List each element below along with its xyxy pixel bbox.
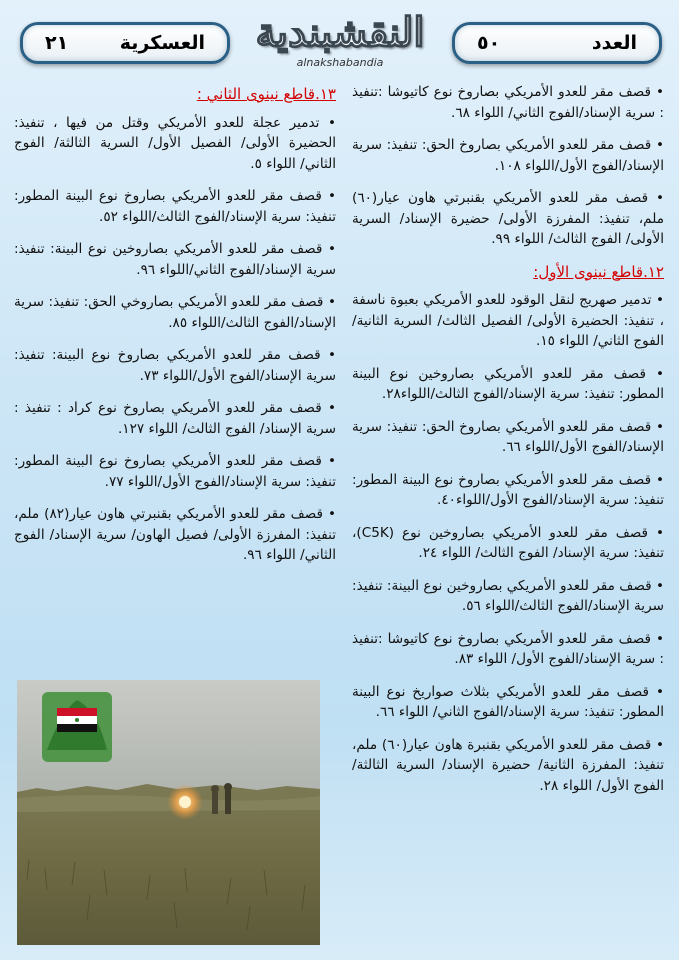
section-heading: ١٣.قاطع نينوى الثاني : — [196, 85, 336, 103]
list-item: • تدمير صهريج لنقل الوقود للعدو الأمريكي بعبوة ناسفة ، تنفيذ: الحضيرة الأولى/ الفصيل الثالث/ السرية الثانية/ الفوج الثاني/ اللواء ١٥. — [352, 290, 664, 352]
list-item: • قصف مقر للعدو الأمريكي بصاروخين نوع (C5K)، تنفيذ: سرية الإسناد/ الفوج الثالث/ اللواء ٢٤. — [352, 523, 664, 564]
right-column — [352, 82, 664, 808]
issue-banner — [452, 22, 662, 64]
list-item: • قصف مقر للعدو الأمريكي بصاروخين نوع البينة: تنفيذ: سرية الإسناد/الفوج الثالث/اللواء ٥٦. — [352, 576, 664, 617]
list-item: • قصف مقر للعدو الأمريكي بقنبرتي هاون عيار(٨٢) ملم، تنفيذ: المفرزة الأولى/ فصيل الهاون/ سرية الإسناد/ الفوج الثاني/ اللواء ٩٦. — [14, 504, 336, 566]
section-banner — [20, 22, 230, 64]
section-label: العسكرية — [119, 32, 205, 54]
list-item: • قصف مقر للعدو الأمريكي بصاروخ نوع البينة المطور: تنفيذ: سرية الإسناد/الفوج الأول/اللواء ٧٧. — [14, 451, 336, 492]
list-item: • قصف مقر للعدو الأمريكي بثلاث صواريخ نوع البينة المطور: تنفيذ: سرية الإسناد/الفوج الثاني/ اللواء ٦٦. — [352, 682, 664, 723]
list-item: • قصف مقر للعدو الأمريكي بصاروخين نوع البينة المطور: تنفيذ: سرية الإسناد/الفوج الثالث/اللواء٢٨. — [352, 364, 664, 405]
list-item: • قصف مقر للعدو الأمريكي بصاروخ نوع كاتيوشا :تنفيذ : سرية الإسناد/الفوج الثاني/ اللواء ٦٨. — [352, 82, 664, 123]
page-header — [0, 0, 679, 80]
issue-number: ٥٠ — [477, 32, 501, 54]
field-photo — [17, 680, 320, 945]
list-item: • قصف مقر للعدو الأمريكي بقنبرة هاون عيار(٦٠) ملم، تنفيذ: المفرزة الثانية/ حضيرة الإسناد/ السرية الثالثة/ الفوج الأول/ اللواء ٢٨. — [352, 735, 664, 797]
list-item: • قصف مقر للعدو الأمريكي بصاروخي الحق: تنفيذ: سرية الإسناد/الفوج الثالث/اللواء ٨٥. — [14, 292, 336, 333]
list-item: • قصف مقر للعدو الأمريكي بصاروخ نوع كراد : تنفيذ : سرية الإسناد/ الفوج الثالث/ اللواء ١٢٧. — [14, 398, 336, 439]
list-item: • قصف مقر للعدو الأمريكي بصاروخ نوع كاتيوشا :تنفيذ : سرية الإسناد/الفوج الأول/ اللواء ٨٣. — [352, 629, 664, 670]
section-heading: ١٢.قاطع نينوى الأول: — [533, 262, 664, 281]
logo-subtitle: alnakshabandia — [296, 56, 384, 69]
list-item: • قصف مقر للعدو الأمريكي بصاروخ نوع البينة: تنفيذ: سرية الإسناد/الفوج الأول/اللواء ٧٣. — [14, 345, 336, 386]
logo-title: النقشبندية — [255, 9, 425, 56]
magazine-logo — [240, 6, 440, 74]
list-item: • قصف مقر للعدو الأمريكي بصاروخ الحق: تنفيذ: سرية الإسناد/الفوج الأول/اللواء ١٠٨. — [352, 135, 664, 176]
list-item: • تدمير عجلة للعدو الأمريكي وقتل من فيها ، تنفيذ: الحضيرة الأولى/ الفصيل الأول/ السرية الثالثة/ الفوج الثاني/ اللواء ٥. — [14, 113, 336, 175]
issue-label: العدد — [591, 32, 637, 54]
field-photo-graphic — [17, 680, 320, 945]
section-number: ٢١ — [45, 32, 69, 54]
left-column — [14, 82, 336, 578]
list-item: • قصف مقر للعدو الأمريكي بقنبرتي هاون عيار(٦٠) ملم، تنفيذ: المفرزة الأولى/ حضيرة الإسناد/ السرية الأولى/ الفوج الثالث/ اللواء ٩٩. — [352, 188, 664, 250]
list-item: • قصف مقر للعدو الأمريكي بصاروخ نوع البينة المطور: تنفيذ: سرية الإسناد/الفوج الثالث/اللواء ٥٢. — [14, 186, 336, 227]
list-item: • قصف مقر للعدو الأمريكي بصاروخ نوع البينة المطور: تنفيذ: سرية الإسناد/الفوج الأول/اللواء٤٠. — [352, 470, 664, 511]
list-item: • قصف مقر للعدو الأمريكي بصاروخين نوع البينة: تنفيذ: سرية الإسناد/الفوج الثاني/اللواء ٩٦. — [14, 239, 336, 280]
list-item: • قصف مقر للعدو الأمريكي بصاروخ الحق: تنفيذ: سرية الإسناد/الفوج الأول/اللواء ٦٦. — [352, 417, 664, 458]
